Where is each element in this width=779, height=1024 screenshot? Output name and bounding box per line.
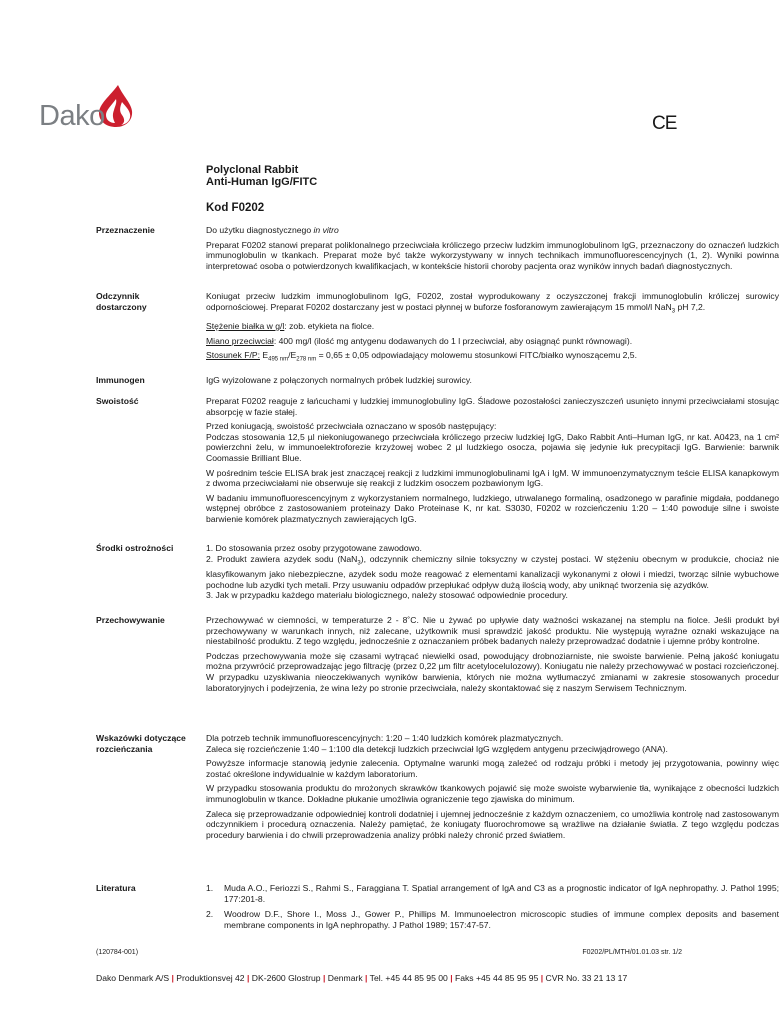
text: Koniugat przeciw ludzkim immunoglobulinom IgG, F0202, został wyprodukowany z oczyszczonej frakcji immunoglobulin króliczej surowicy odpornościowej. Preparat F0202 dostarczany jest w postaci płynnej w buforze fosforanowym zawierającym 15 mmol/l NaN bbox=[206, 291, 779, 312]
section-body bbox=[206, 291, 779, 369]
underlined-term: Stężenie białka w g/l bbox=[206, 320, 285, 331]
subscript: 495 nm bbox=[268, 356, 289, 363]
separator: | bbox=[540, 973, 544, 983]
section-body bbox=[206, 225, 779, 275]
subscript: 278 nm bbox=[296, 356, 317, 363]
subscript: 3 bbox=[357, 560, 361, 567]
separator: | bbox=[365, 973, 368, 983]
underlined-term: Miano przeciwciał bbox=[206, 335, 274, 346]
paragraph: Preparat F0202 stanowi preparat poliklonalnego przeciwciała króliczego przeciw ludzkim immunoglobulinom IgG, przeznaczony do oznaczeń ludzkich immunoglobulin w tkankach. Preparat może być także wykorzystywany w innych technikach immunofluorescencyjnych (1, 2). Wyniki powinna interpretować osoba o potwierdzonych kwalifikacjach, w kontekście historii choroby pacjenta oraz wyników innych badań diagnostycznych. bbox=[206, 239, 779, 271]
paragraph: W przypadku stosowania produktu do mrożonych skrawków tkankowych pojawić się może swoiste wybarwienie tła, wynikające z obecności ludzkich immunoglobulin w tkance. Dokładne płukanie umożliwia ograniczenie tego zjawiska do minimum. bbox=[206, 783, 779, 804]
text: Zaleca się rozcieńczenie 1:40 – 1:100 dla detekcji ludzkich przeciwciał IgG względem antygenu przeciwjądrowego (ANA). bbox=[206, 743, 668, 754]
text: 2. Produkt zawiera azydek sodu (NaN bbox=[206, 553, 358, 564]
brand-name: Dako bbox=[39, 100, 105, 132]
paragraph: Przechowywać w ciemności, w temperaturze 2 - 8˚C. Nie u żywać po upływie daty ważności wskazanej na stemplu na fiolce. Jeśli produkt był przechowywany w warunkach innych, niż zalecane, użytkownik musi sprawdzić jakość produktu. Nie występują wyraźne oznaki wskazujące na niestabilność produktu. Z tego względu, jednocześnie z oznaczaniem próbek badanych należy przeprowadzać dodatnie i ujemne próby kontrolne. bbox=[206, 615, 779, 647]
label-line: Odczynnik bbox=[96, 291, 140, 301]
label-line: Wskazówki dotyczące bbox=[96, 733, 186, 743]
ce-mark: CE bbox=[652, 113, 677, 134]
telephone: Tel. +45 44 85 95 00 bbox=[369, 973, 448, 983]
label-line: dostarczony bbox=[96, 301, 147, 312]
section-label: Literatura bbox=[96, 883, 136, 893]
reference-text: Muda A.O., Feriozzi S., Rahmi S., Faraggiana T. Spatial arrangement of IgA and C3 as a prognostic indicator of IgA nephropathy. J. Pathol 1995; 177:201-8. bbox=[224, 883, 779, 904]
label-line: rozcieńczania bbox=[96, 743, 153, 754]
text: Dla potrzeb technik immunofluorescencyjnych: 1:20 – 1:40 ludzkich komórek plazmatycznych. bbox=[206, 733, 564, 743]
section-body bbox=[206, 375, 779, 390]
separator: | bbox=[322, 973, 326, 983]
product-code: Kod F0202 bbox=[206, 202, 265, 214]
paragraph: W pośrednim teście ELISA brak jest znaczącej reakcji z ludzkimi immunoglobulinami IgA i IgM. W immunoenzymatycznym teście ELISA kanapkowym z dwoma przeciwciałami nie obserwuje się reakcji z ludzkim osoczem pozbawionym IgG. bbox=[206, 467, 779, 489]
text: : zob. etykieta na fiolce. bbox=[284, 320, 375, 331]
dako-logo bbox=[96, 82, 211, 132]
section-body bbox=[206, 543, 779, 605]
subscript: 3 bbox=[671, 308, 676, 315]
company-address bbox=[96, 973, 686, 983]
reference-list bbox=[206, 883, 779, 930]
text: Przed koniugacją, swoistość przeciwciała oznaczano w sposób następujący: bbox=[206, 421, 497, 432]
section-body bbox=[206, 883, 779, 935]
paragraph: Podczas przechowywania może się czasami wytrącać niewielki osad, powodujący drobnoziarniste, nie swoiste barwienie. Pełną jakość koniugatu można przywrócić przeprowadzając jego filtrację (przez 0,22 µm filtr acetyloceluIozowy). Koniugatu nie należy przechowywać w postaci rozcieńczonej. W przypadku uzyskiwania nieoczekiwanych wyników barwienia, których nie można wytłumaczyć zmianami w zakresie stosowanych procedur laboratoryjnych i podejrzenia, że wina leży po stronie przeciwciała, należy skontaktować się z naszym Serwisem Technicznym. bbox=[206, 650, 779, 693]
section-body bbox=[206, 733, 779, 844]
section-label: Swoistość bbox=[96, 396, 139, 406]
section-label: Przechowywanie bbox=[96, 615, 165, 625]
text: /E bbox=[288, 350, 297, 361]
fax: Faks +45 44 85 95 95 bbox=[454, 973, 539, 983]
section-label: Przeznaczenie bbox=[96, 225, 155, 235]
section-body bbox=[206, 615, 779, 697]
reference-item bbox=[206, 883, 779, 904]
street: Produktionsvej 42 bbox=[176, 973, 245, 983]
separator: | bbox=[246, 973, 250, 983]
underlined-term: Stosunek F/P: bbox=[206, 350, 260, 361]
city: DK-2600 Glostrup bbox=[251, 973, 321, 983]
section-label: Immunogen bbox=[96, 375, 145, 385]
text: pH 7,2. bbox=[675, 301, 706, 312]
company-name: Dako Denmark A/S bbox=[96, 973, 170, 983]
page-reference: F0202/PL/MTH/01.01.03 str. 1/2 bbox=[582, 949, 682, 956]
separator: | bbox=[450, 973, 453, 983]
text: ), odczynnik chemiczny silnie toksyczny w czystej postaci. W stężeniu obecnym w produkcie, chociaż nie klasyfikowanym jako niebezpieczne, azydek sodu może reagować z elementami kanalizacji wykonanymi z ołowi i miedzi, tworząc silnie wybuchowe pochodne lub azydki tych metali. Przy usuwaniu odpadów przepłukać odpływ dużą ilością wody, aby uniknąć tworzenia się azydków. bbox=[206, 553, 779, 590]
country: Denmark bbox=[327, 973, 363, 983]
section-label bbox=[96, 733, 201, 754]
reference-number: 1. bbox=[206, 883, 214, 893]
text: : 400 mg/l (ilość mg antygenu dodawanych do 1 l przeciwciał, aby osiągnąć punkt równowagi). bbox=[273, 335, 633, 346]
text: Podczas stosowania 12,5 µl niekoniugowanego przeciwciała króliczego przeciw ludzkiej IgG, Dako Rabbit Anti–Human IgG, nr kat. A0423, na 1 cm² powierzchni żelu, w immunoelektroforezie krzyżowej wobec 2 µl ludzkiego osocza, pojawia się jedynie łuk precypitacji IgG. Barwienie: barwnik Coomassie Brilliant Blue. bbox=[206, 431, 779, 463]
paragraph: IgG wyizolowane z połączonych normalnych próbek ludzkiej surowicy. bbox=[206, 375, 472, 385]
title-line-2: Anti-Human IgG/FITC bbox=[206, 176, 318, 188]
separator: | bbox=[171, 973, 174, 983]
paragraph: 1. Do stosowania przez osoby przygotowane zawodowo. bbox=[206, 543, 422, 553]
reference-number: 2. bbox=[206, 909, 214, 920]
reference-text: Woodrow D.F., Shore I., Moss J., Gower P., Phillips M. Immunoelectron microscopic studies of immune complex deposits and basement membrane components in IgA nephropathy. J Pathol 1989; 157:47-57. bbox=[224, 909, 779, 930]
cvr-number: CVR No. 33 21 13 17 bbox=[545, 973, 628, 983]
section-label: Środki ostrożności bbox=[96, 543, 174, 553]
text: = 0,65 ± 0,05 odpowiadający molowemu stosunkowi FITC/białko wynoszącemu 2,5. bbox=[316, 350, 637, 361]
paragraph: W badaniu immunofluorescencyjnym z wykorzystaniem normalnego, ludzkiego, utrwalanego formaliną, osadzonego w parafinie migdała, poddanego wstępnej obróbce z zastosowaniem proteinazy Dako Proteinase K, nr kat. S3030, F0202 w rozcieńczeniu 1:20 – 1:40 powoduje silne i swoiste barwienie komórek plazmatycznych zawierających IgG. bbox=[206, 492, 779, 524]
section-label bbox=[96, 291, 201, 312]
document-id: (120784-001) bbox=[96, 949, 139, 956]
title-line-1: Polyclonal Rabbit bbox=[206, 164, 299, 176]
paragraph: Zaleca się przeprowadzanie odpowiedniej kontroli dodatniej i ujemnej jednocześnie z każdym oznaczeniem, co umożliwia kontrolę nad zastosowanym odczynnikiem i procedurą oznaczenia. Należy pamiętać, że koniugaty fluorochromowe są wrażliwe na działanie światła. Z tego względu podczas procedury barwienia i do chwili przeprowadzenia analizy próbki należy chronić przed światłem. bbox=[206, 808, 779, 840]
text-italic: in vitro bbox=[313, 225, 339, 235]
paragraph: 3. Jak w przypadku każdego materiału biologicznego, należy stosować odpowiednie procedury. bbox=[206, 590, 568, 601]
section-body bbox=[206, 396, 779, 529]
product-title bbox=[206, 164, 317, 188]
paragraph: Powyższe informacje stanowią jedynie zalecenia. Optymalne warunki mogą zależeć od rodzaju próbki i metody jej przygotowania, powinny więc zostać określone indywidualnie w każdym laboratorium. bbox=[206, 758, 779, 779]
paragraph: Preparat F0202 reaguje z łańcuchami γ ludzkiej immunoglobuliny IgG. Śladowe pozostałości zanieczyszczeń usunięto innymi przeciwciałami stosując absorpcję w fazie stałej. bbox=[206, 396, 779, 417]
text: E bbox=[259, 350, 269, 361]
reference-item bbox=[206, 909, 779, 930]
text: Do użytku diagnostycznego bbox=[206, 225, 314, 235]
